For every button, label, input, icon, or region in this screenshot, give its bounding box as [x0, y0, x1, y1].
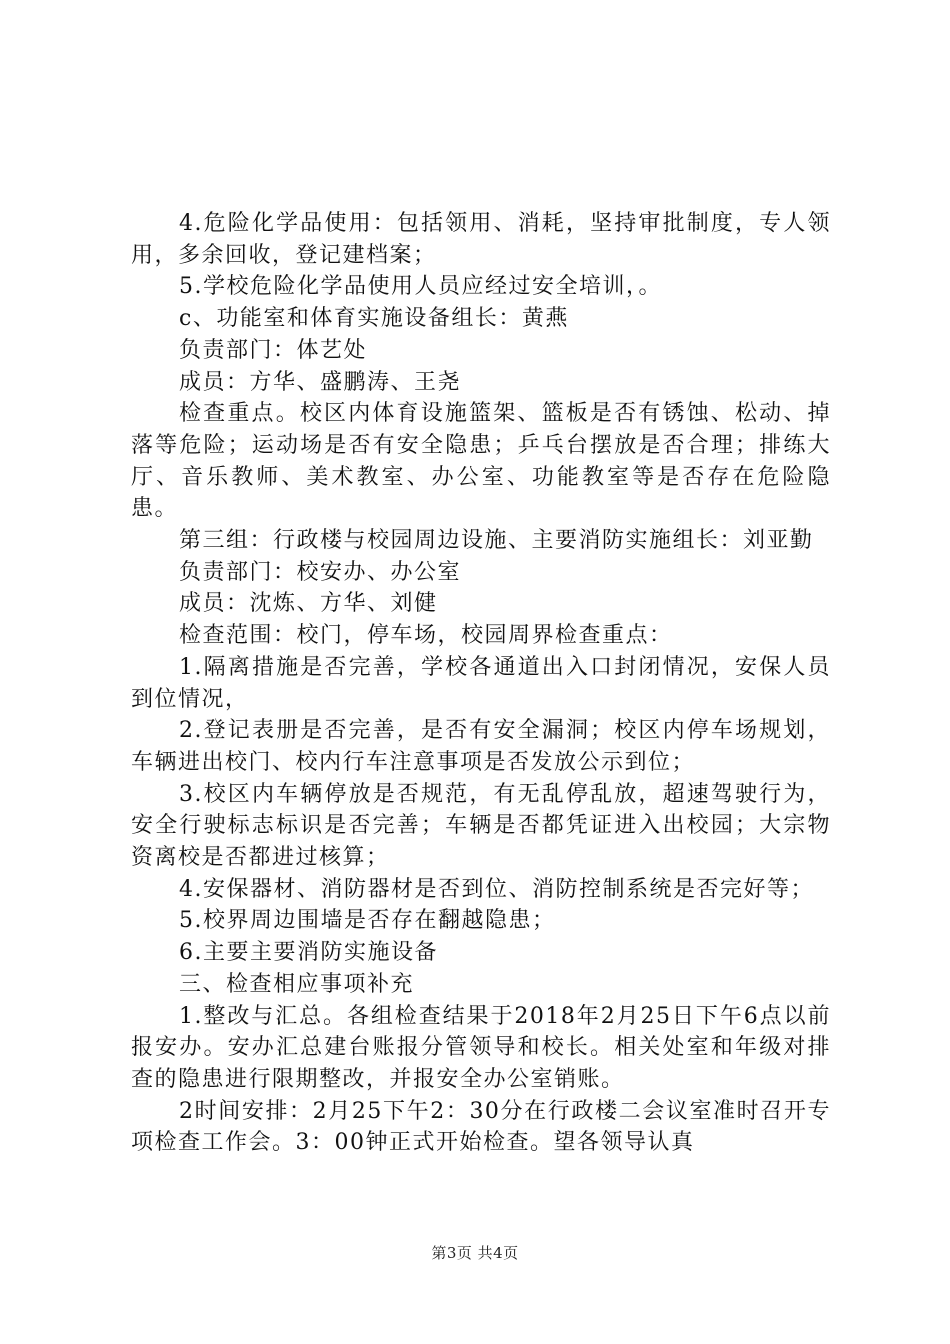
paragraph-item-registration: 2.登记表册是否完善，是否有安全漏洞；校区内停车场规划，车辆进出校门、校内行车注意事项是否发放公示到位； — [131, 718, 831, 775]
paragraph-item-vehicles: 3.校区内车辆停放是否规范，有无乱停乱放，超速驾驶行为，安全行驶标志标识是否完善；车辆是否都凭证进入出校园；大宗物资离校是否都进过核算； — [131, 781, 831, 871]
paragraph-group-3-scope: 检查范围：校门，停车场，校园周界检查重点： — [179, 623, 673, 649]
paragraph-group-c-leader: c、功能室和体育实施设备组长：黄燕 — [179, 306, 569, 332]
paragraph-item-perimeter: 5.校界周边围墙是否存在翻越隐患； — [179, 908, 556, 934]
paragraph-group-3-members: 成员：沈炼、方华、刘健 — [179, 591, 438, 617]
paragraph-group-c-department: 负责部门：体艺处 — [179, 337, 368, 363]
page-number-label: 第3页 共4页 — [431, 1244, 519, 1262]
paragraph-group-c-members: 成员：方华、盛鹏涛、王尧 — [179, 369, 462, 395]
paragraph-schedule: 2时间安排：2月25下午2：30分在行政楼二会议室准时召开专项检查工作会。3：00钟正式开始检查。望各领导认真 — [131, 1098, 831, 1156]
page-footer — [0, 1242, 950, 1263]
document-body — [131, 208, 831, 1159]
paragraph-group-c-focus: 检查重点。校区内体育设施篮架、篮板是否有锈蚀、松动、掉落等危险；运动场是否有安全隐患；乒乓台摆放是否合理；排练大厅、音乐教师、美术教室、办公室、功能教室等是否存在危险隐患。 — [131, 401, 831, 522]
paragraph-group-3-department: 负责部门：校安办、办公室 — [179, 559, 462, 585]
paragraph-item-equipment: 4.安保器材、消防器材是否到位、消防控制系统是否完好等； — [179, 876, 814, 902]
paragraph-group-3-leader: 第三组：行政楼与校园周边设施、主要消防实施组长：刘亚勤 — [179, 528, 814, 554]
paragraph-item-fire-facilities: 6.主要主要消防实施设备 — [179, 940, 438, 966]
paragraph-hazchem-usage: 4.危险化学品使用：包括领用、消耗，坚持审批制度，专人领用，多余回收，登记建档案； — [131, 211, 831, 268]
paragraph-rectification: 1.整改与汇总。各组检查结果于2018年2月25日下午6点以前报安办。安办汇总建台账报分管领导和校长。相关处室和年级对排查的隐患进行限期整改，并报安全办公室销账。 — [131, 1003, 831, 1092]
paragraph-item-isolation: 1.隔离措施是否完善，学校各通道出入口封闭情况，安保人员到位情况， — [131, 654, 831, 712]
section-heading-supplement: 三、检查相应事项补充 — [179, 971, 415, 997]
paragraph-hazchem-training: 5.学校危险化学品使用人员应经过安全培训，。 — [179, 274, 662, 300]
